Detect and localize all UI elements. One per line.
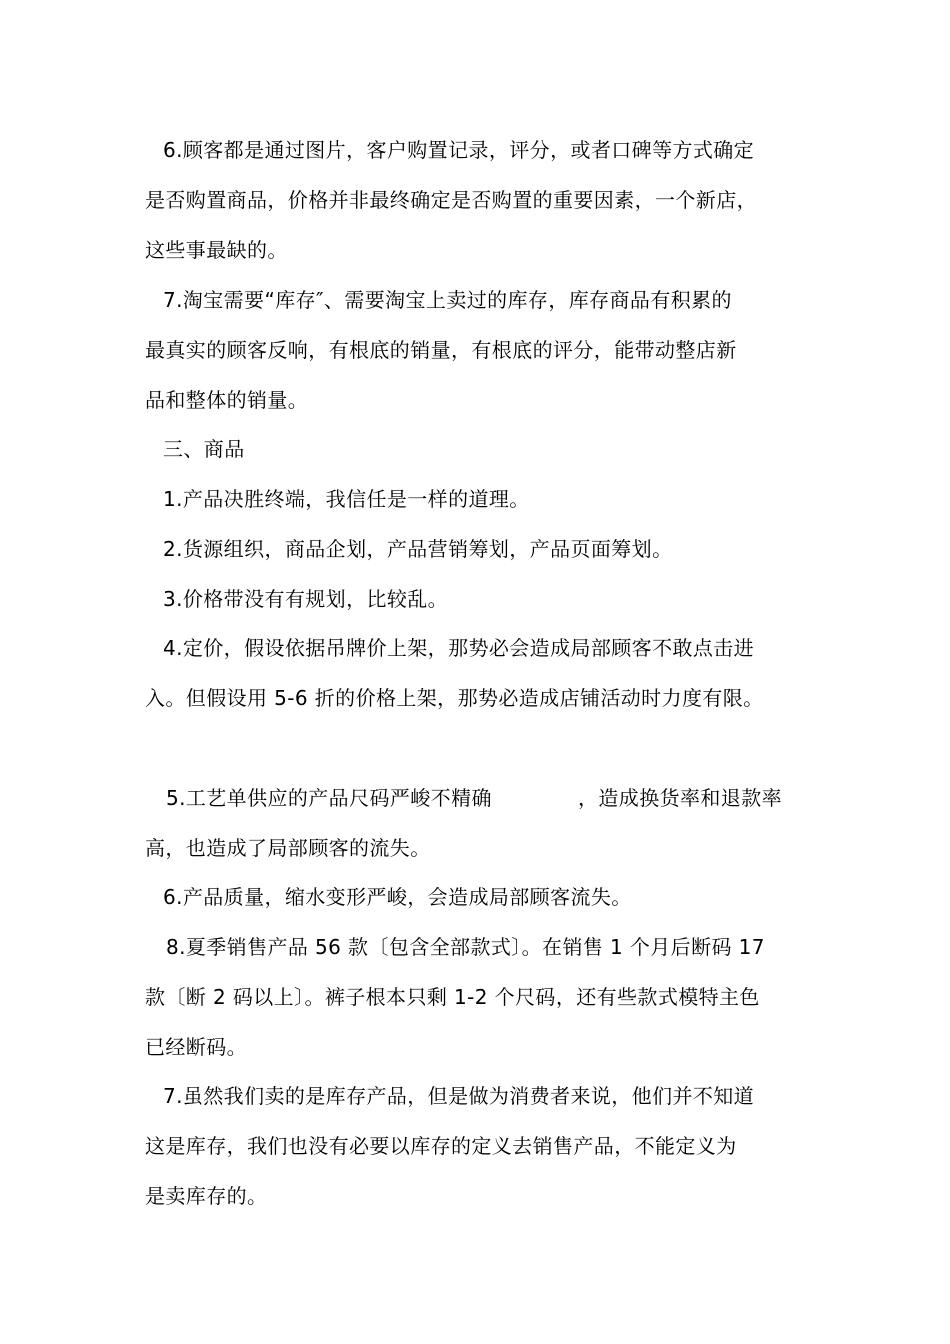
- paragraph-line: 3.价格带没有有规划，比较乱。: [163, 587, 449, 611]
- paragraph-line-continuation: ，造成换货率和退款率: [578, 786, 782, 810]
- paragraph-line: 7.虽然我们卖的是库存产品，但是做为消费者来说，他们并不知道: [163, 1084, 755, 1108]
- paragraph-line: 2.货源组织，商品企划，产品营销筹划，产品页面筹划。: [163, 537, 673, 561]
- paragraph-line: 4.定价，假设依据吊牌价上架，那势必会造成局部顾客不敢点击进: [163, 636, 755, 660]
- paragraph-line: 入。但假设用 5-6 折的价格上架，那势必造成店铺活动时力度有限。: [145, 686, 764, 710]
- paragraph-line: 6.产品质量，缩水变形严峻，会造成局部顾客流失。: [163, 885, 632, 909]
- paragraph-line: 最真实的顾客反响，有根底的销量，有根底的评分，能带动整店新: [145, 338, 737, 362]
- paragraph-line: 高，也造成了局部顾客的流失。: [145, 836, 431, 860]
- section-heading: 三、商品: [163, 437, 245, 461]
- paragraph-line: 是卖库存的。: [145, 1184, 268, 1208]
- paragraph-line: 8.夏季销售产品 56 款〔包含全部款式〕。在销售 1 个月后断码 17: [166, 935, 765, 959]
- paragraph-line: 品和整体的销量。: [145, 388, 309, 412]
- paragraph-line: 已经断码。: [145, 1035, 247, 1059]
- paragraph-line: 这些事最缺的。: [145, 238, 288, 262]
- paragraph-line: 6.顾客都是通过图片，客户购置记录，评分，或者口碑等方式确定: [163, 138, 755, 162]
- paragraph-line: 是否购置商品，价格并非最终确定是否购置的重要因素，一个新店，: [145, 188, 757, 212]
- paragraph-line: 7.淘宝需要“库存″、需要淘宝上卖过的库存，库存商品有积累的: [163, 288, 732, 312]
- paragraph-line: 这是库存，我们也没有必要以库存的定义去销售产品，不能定义为: [145, 1134, 737, 1158]
- paragraph-line: 款〔断 2 码以上〕。裤子根本只剩 1-2 个尺码，还有些款式模特主色: [145, 985, 760, 1009]
- paragraph-line: 5.工艺单供应的产品尺码严峻不精确: [166, 786, 492, 810]
- paragraph-line: 1.产品决胜终端，我信任是一样的道理。: [163, 487, 530, 511]
